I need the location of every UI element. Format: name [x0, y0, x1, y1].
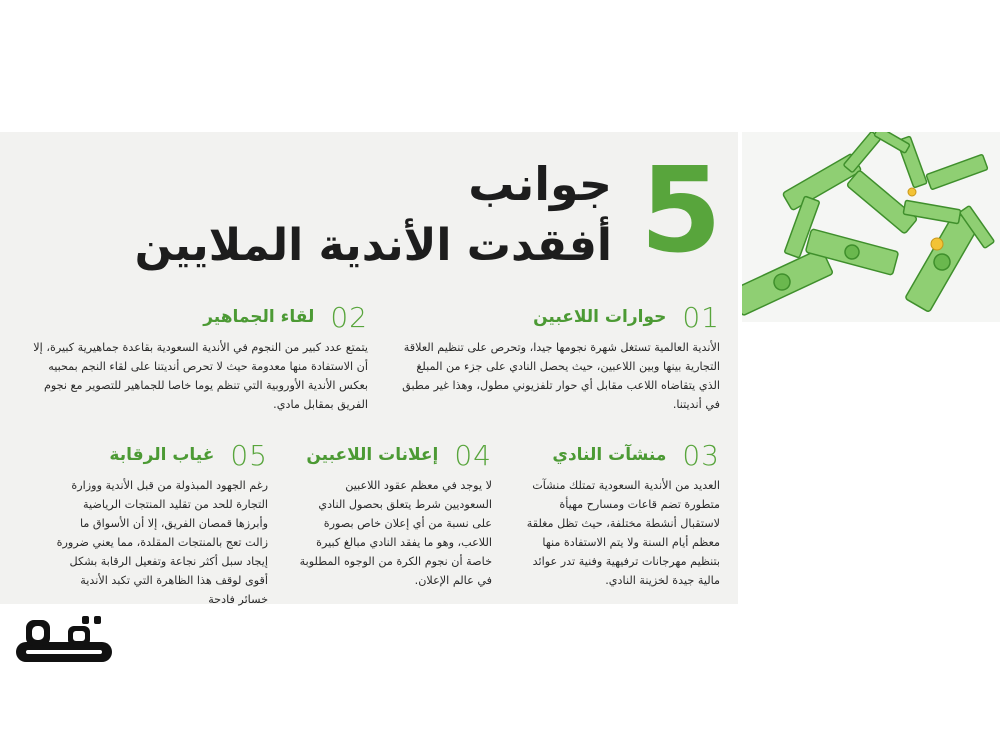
item-header — [28, 300, 368, 334]
item-fan-meetings — [28, 300, 368, 414]
item-number: 02 — [330, 300, 368, 334]
item-body: لا يوجد في معظم عقود اللاعبين السعوديين شرط يتعلق بحصول النادي على نسبة من أي إعلان خاص بصورة اللاعب، وهو ما يفقد النادي مبالغ كبيرة خاصة أن نجوم الكرة من الوجوه المطلوبة في عالم الإعلان. — [299, 479, 492, 587]
item-body: الأندية العالمية تستغل شهرة نجومها جيدا، وتحرص على تنظيم العلاقة التجارية بينها وبين اللاعبين، حيث يحصل النادي على جزء من المبلغ الذي يتقاضاه اللاعب مقابل أي حوار تلفزيوني مطول، وهذا غير مطبق في أنديتنا. — [402, 341, 720, 411]
item-header — [398, 300, 720, 334]
headline-line-2: أفقدت الأندية الملايين — [134, 220, 612, 271]
item-player-interviews — [398, 300, 720, 414]
item-number: 01 — [682, 300, 720, 334]
item-title: لقاء الجماهير — [203, 307, 315, 327]
item-title: غياب الرقابة — [109, 445, 215, 465]
item-number: 03 — [682, 438, 720, 472]
item-header — [56, 438, 268, 472]
item-header — [296, 438, 492, 472]
item-player-ads — [296, 438, 492, 590]
item-lack-of-oversight — [56, 438, 268, 609]
item-body: رغم الجهود المبذولة من قبل الأندية ووزارة التجارة للحد من تقليد المنتجات الرياضية وأبرزها قمصان الفريق، إلا أن الأسواق ما زالت تعج بالمنتجات المقلدة، مما يعني ضرورة إيجاد سبل أكثر نجاعة وتفعيل الرقابة بشكل أقوى لوقف هذا الظاهرة التي تكبد الأندية خسائر فادحة — [56, 479, 268, 606]
item-number: 04 — [454, 438, 492, 472]
flying-money-illustration — [742, 132, 1000, 322]
item-title: منشآت النادي — [552, 445, 667, 465]
makkah-newspaper-logo — [12, 616, 116, 668]
item-number: 05 — [230, 438, 268, 472]
item-body: يتمتع عدد كبير من النجوم في الأندية السعودية بقاعدة جماهيرية كبيرة، إلا أن الاستفادة منها معدومة حيث لا تحرص أنديتنا على لقاء النجم بمحبيه بعكس الأندية الأوروبية التي تنظم يوما خاصا للجماهير للتصوير مع نجوم الفريق بمقابل مادي. — [33, 341, 368, 411]
item-header — [522, 438, 720, 472]
headline-line-1: جوانب — [468, 157, 612, 211]
headline-number: 5 — [639, 141, 722, 279]
item-title: حوارات اللاعبين — [533, 307, 667, 327]
item-title: إعلانات اللاعبين — [306, 445, 439, 465]
item-club-facilities — [522, 438, 720, 590]
headline — [134, 141, 732, 280]
item-body: العديد من الأندية السعودية تمتلك منشآت متطورة تضم قاعات ومسارح مهيأة لاستقبال أنشطة مختلفة، حيث تظل مغلقة معظم أيام السنة ولا يتم الاستفادة منها بتنظيم مهرجانات ترفيهية وفنية تدر عوائد مالية جيدة لخزينة النادي. — [526, 479, 720, 587]
